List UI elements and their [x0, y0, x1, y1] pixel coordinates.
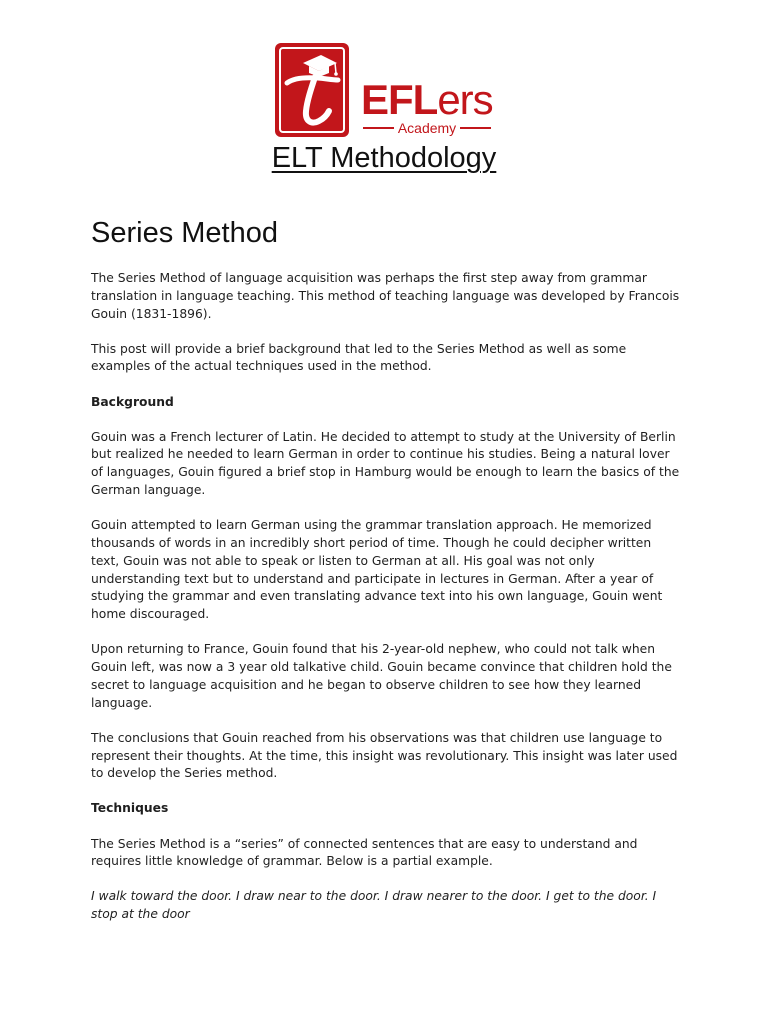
paragraph: The Series Method is a “series” of connected sentences that are easy to understand and requires little knowledge of grammar. Below is a partial example.	[91, 836, 638, 869]
t-graduation-cap-icon	[281, 49, 343, 131]
paragraph: Gouin was a French lecturer of Latin. He decided to attempt to study at the University of Berlin but realized he needed to learn German in order to continue his studies. Being a natural lover of languages, Gouin figured a brief stop in Hamburg would be enough to learn the basics of the German language.	[91, 429, 680, 498]
logo-subtitle-rule-left	[363, 127, 394, 129]
subheading-techniques: Techniques	[91, 801, 169, 816]
paragraph: Upon returning to France, Gouin found that his 2-year-old nephew, who could not talk when Gouin left, was now a 3 year old talkative child. Gouin became convince that children hold the secret to language acquisition and he began to observe children to see how they learned language.	[91, 642, 672, 710]
logo-subtitle-rule-right	[460, 127, 491, 129]
example-sentences: I walk toward the door. I draw near to the door. I draw nearer to the door. I get to the door. I stop at the door	[91, 889, 657, 922]
eflers-academy-logo	[275, 43, 497, 139]
logo-subtitle	[363, 121, 491, 135]
document-body	[91, 270, 681, 941]
subheading-background: Background	[91, 394, 174, 409]
logo-wordmark-rest: ers	[437, 76, 493, 123]
paragraph: Gouin attempted to learn German using the grammar translation approach. He memorized thousands of words in an incredibly short period of time. Though he could decipher written text, Gouin was not able to speak or listen to German at all. His goal was not only understanding text but to understand and participate in lectures in German. After a year of studying the grammar and even translating advance text into his own language, Gouin went home discouraged.	[91, 518, 663, 622]
document-title	[0, 138, 768, 178]
document-title-text: ELT Methodology	[271, 142, 497, 174]
paragraph: This post will provide a brief background that led to the Series Method as well as some examples of the actual techniques used in the method.	[91, 341, 627, 374]
logo-wordmark	[361, 76, 493, 123]
section-title: Series Method	[91, 217, 278, 249]
logo-tile	[275, 43, 349, 137]
paragraph: The conclusions that Gouin reached from his observations was that children use language to represent their thoughts. At the time, this insight was revolutionary. This insight was later used to develop the Series method.	[91, 730, 678, 781]
logo-subtitle-text: Academy	[397, 120, 457, 136]
logo-wordmark-bold: EFL	[361, 76, 438, 123]
paragraph: The Series Method of language acquisition was perhaps the first step away from grammar translation in language teaching. This method of teaching language was developed by Francois Gouin (1831-1896).	[91, 271, 680, 321]
